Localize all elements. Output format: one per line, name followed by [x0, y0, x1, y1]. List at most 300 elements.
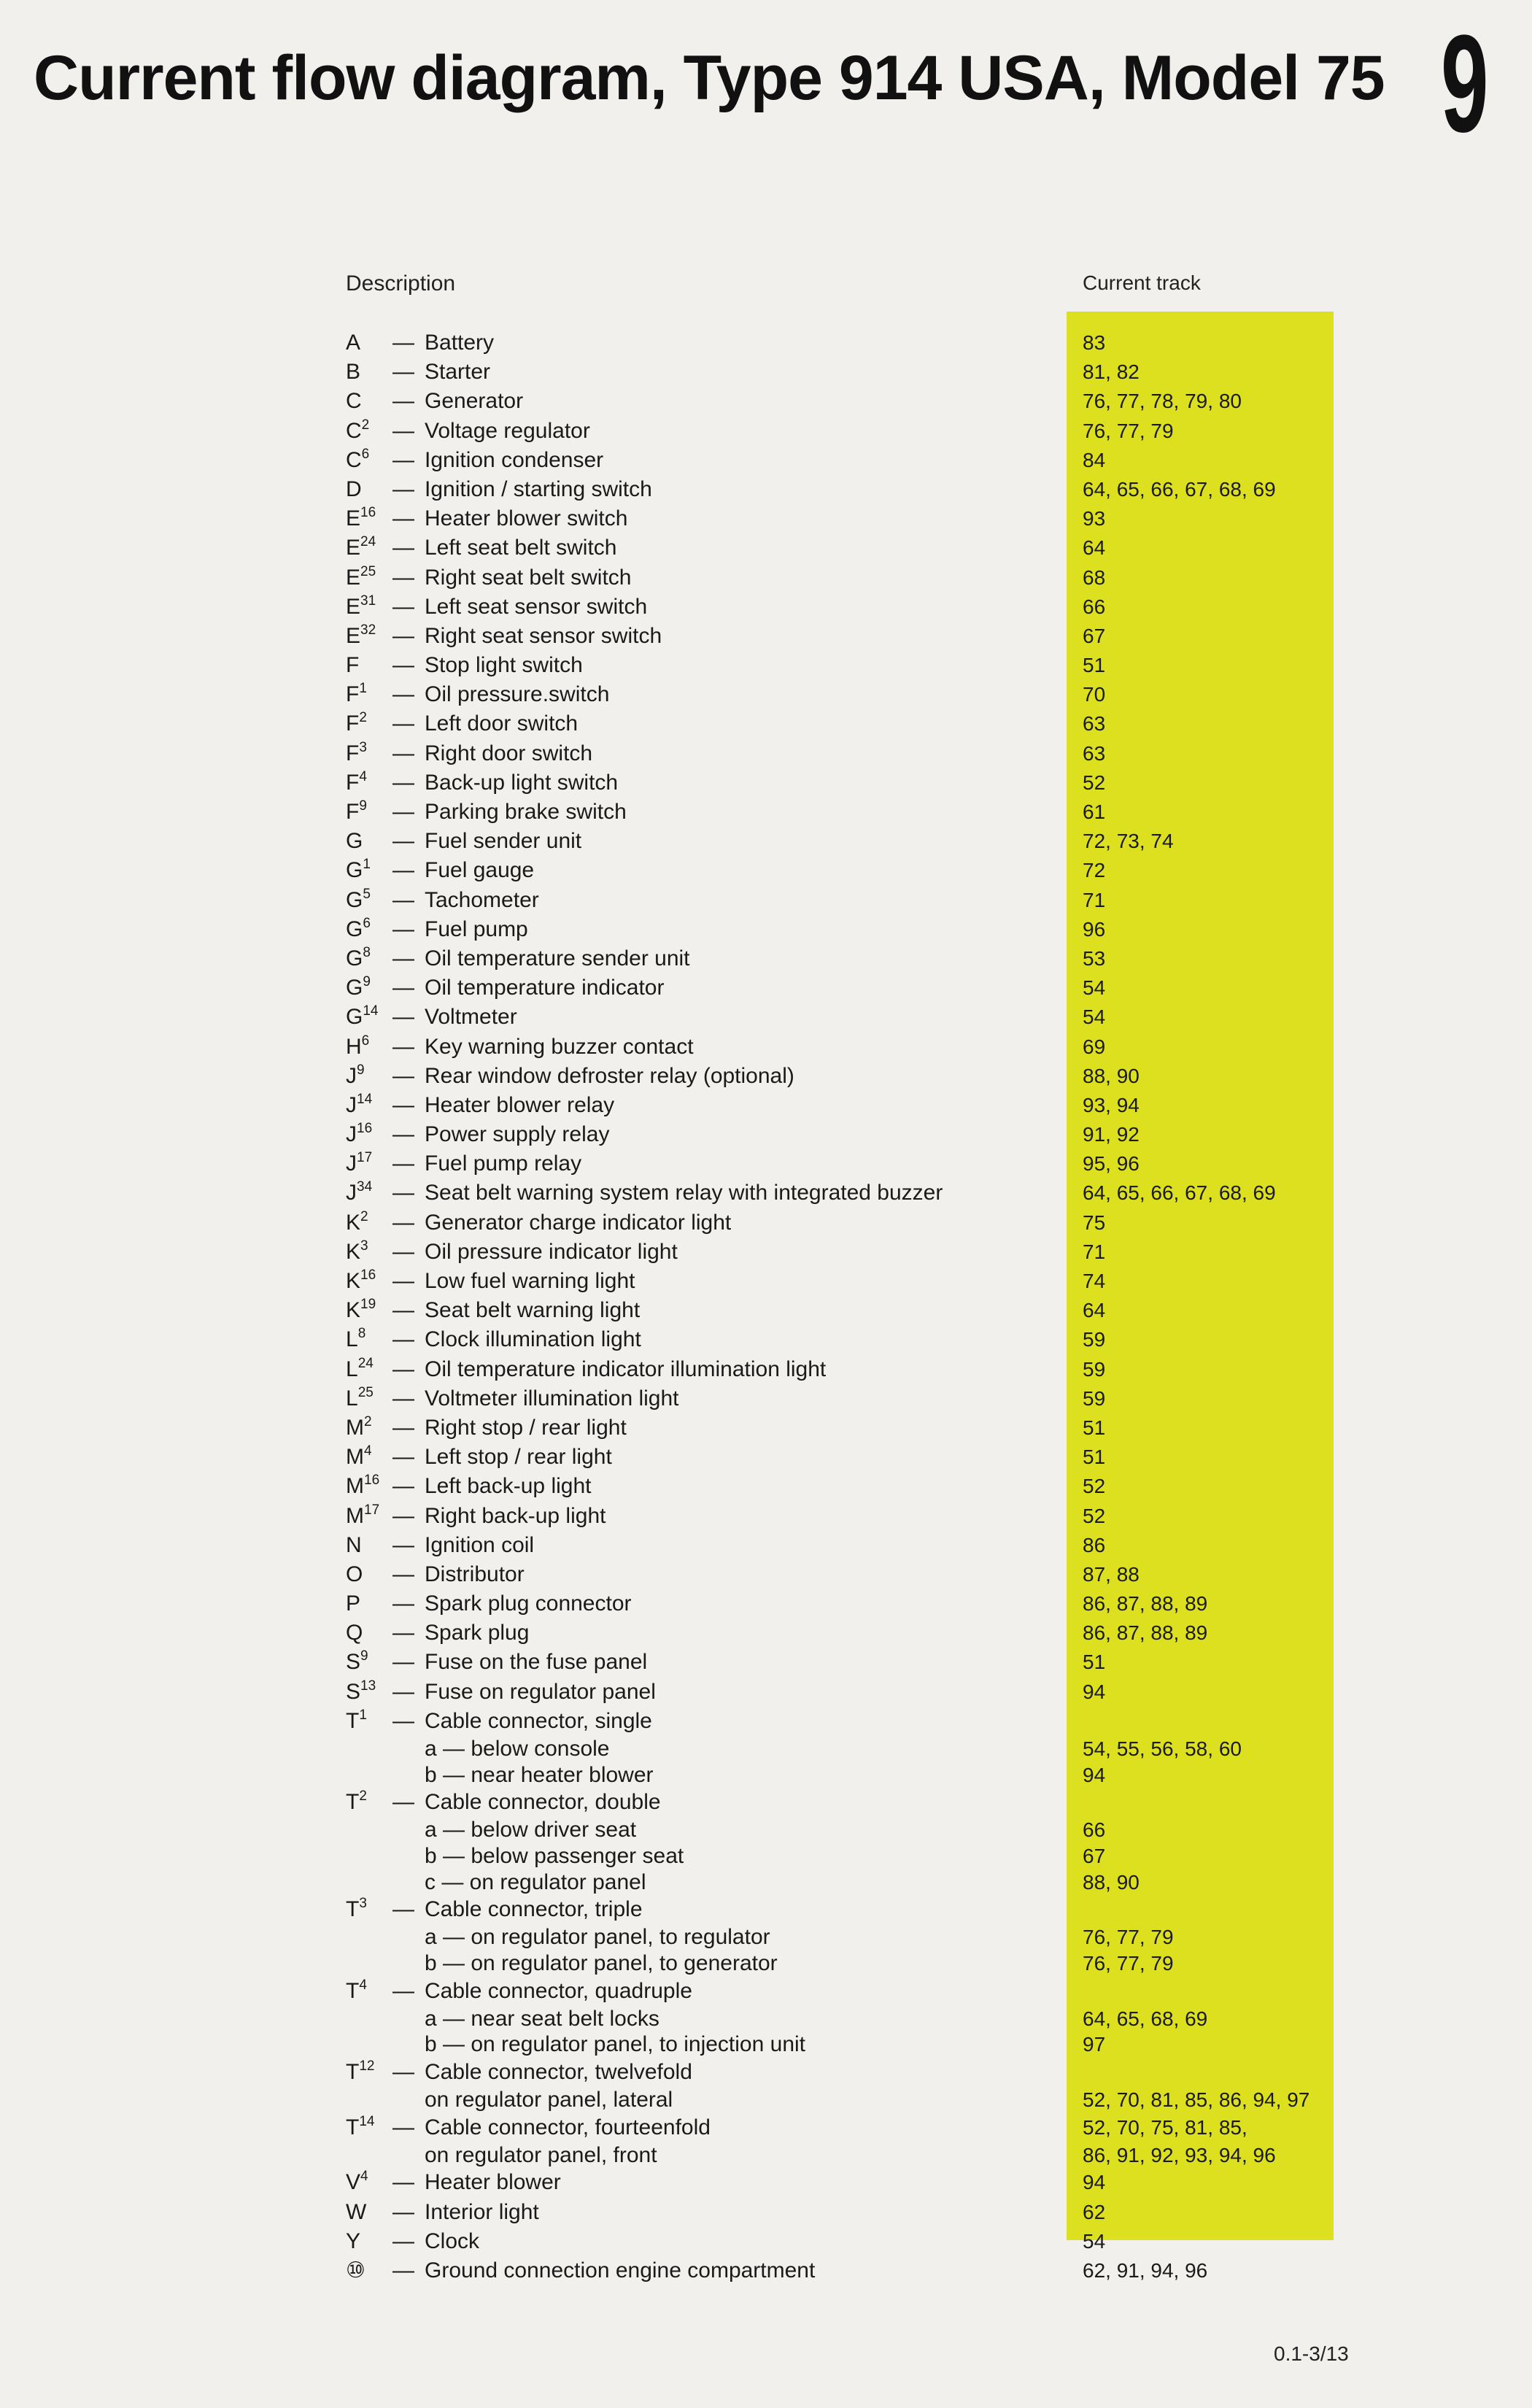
list-item	[0, 1413, 1532, 1443]
component-description: Left seat sensor switch	[425, 594, 648, 619]
list-item	[0, 709, 1532, 738]
component-description: Left back-up light	[425, 1474, 592, 1499]
separator-dash: —	[392, 829, 414, 854]
component-index: 19	[360, 1297, 376, 1313]
current-track-value: 67	[1083, 1844, 1106, 1867]
component-code	[346, 827, 363, 856]
list-item	[0, 1384, 1532, 1413]
page-reference: 0.1-3/13	[1274, 2342, 1349, 2365]
component-code	[346, 1502, 379, 1531]
list-item	[0, 1062, 1532, 1091]
separator-dash: —	[392, 682, 414, 707]
component-letter: L	[346, 1357, 358, 1381]
current-track-value: 96	[1083, 917, 1106, 941]
component-description: a — below console	[425, 1737, 610, 1761]
separator-dash: —	[392, 418, 414, 443]
component-code	[346, 1238, 368, 1267]
list-item	[0, 1678, 1532, 1707]
component-letter: W	[346, 2199, 367, 2224]
component-description: Oil temperature indicator	[425, 976, 665, 1000]
component-description: Heater blower	[425, 2170, 561, 2195]
component-letter: F	[346, 770, 360, 795]
list-sub-item	[0, 1924, 1532, 1950]
component-index: 17	[357, 1150, 373, 1166]
component-description: Heater blower relay	[425, 1092, 615, 1117]
component-description: Cable connector, fourteenfold	[425, 2115, 711, 2139]
component-description: Generator	[425, 389, 524, 414]
list-sub-item	[0, 1736, 1532, 1762]
list-item	[0, 2227, 1532, 2256]
component-code	[346, 1707, 367, 1736]
separator-dash: —	[392, 653, 414, 678]
current-track-value: 72	[1083, 859, 1106, 882]
list-item	[0, 1149, 1532, 1178]
component-description: Parking brake switch	[425, 800, 627, 824]
separator-dash: —	[392, 447, 414, 472]
separator-dash: —	[392, 1591, 414, 1616]
separator-dash: —	[392, 1897, 414, 1922]
component-letter: V	[346, 2170, 361, 2195]
component-index: 14	[357, 1091, 373, 1107]
separator-dash: —	[392, 1063, 414, 1088]
component-code	[346, 328, 360, 358]
component-description: Distributor	[425, 1562, 525, 1586]
current-track-value: 66	[1083, 1818, 1106, 1842]
current-track-value: 53	[1083, 946, 1106, 970]
component-letter: T	[346, 1790, 360, 1815]
component-description: Interior light	[425, 2199, 539, 2224]
component-code	[346, 1091, 372, 1120]
separator-dash: —	[392, 1092, 414, 1117]
component-code	[346, 1062, 365, 1091]
component-index: 1	[359, 681, 367, 697]
separator-dash: —	[392, 1415, 414, 1440]
component-index: 25	[360, 563, 376, 579]
component-index: 6	[361, 446, 370, 462]
current-track-value: 86, 91, 92, 93, 94, 96	[1083, 2143, 1276, 2166]
separator-dash: —	[392, 1503, 414, 1528]
component-index: 2	[359, 1788, 367, 1805]
list-item	[0, 1589, 1532, 1618]
component-code	[346, 1589, 360, 1618]
list-item	[0, 1977, 1532, 2006]
list-item	[0, 1618, 1532, 1648]
separator-dash: —	[392, 2115, 414, 2139]
component-description: Right door switch	[425, 741, 593, 765]
current-track-value: 86, 87, 88, 89	[1083, 1621, 1208, 1645]
list-item	[0, 1178, 1532, 1208]
component-letter: F	[346, 741, 360, 765]
separator-dash: —	[392, 594, 414, 619]
component-letter: G	[346, 976, 363, 1000]
current-track-value: 86, 87, 88, 89	[1083, 1592, 1208, 1616]
component-code	[346, 739, 367, 768]
separator-dash: —	[392, 506, 414, 531]
component-index: 6	[363, 915, 371, 931]
separator-dash: —	[392, 2199, 414, 2224]
component-index: 32	[360, 622, 376, 638]
current-track-value: 54	[1083, 1006, 1106, 1029]
component-letter: E	[346, 594, 361, 619]
component-code	[346, 886, 371, 915]
component-code	[346, 1208, 368, 1238]
separator-dash: —	[392, 1122, 414, 1147]
list-item	[0, 1120, 1532, 1149]
separator-dash: —	[392, 1445, 414, 1470]
current-track-value: 88, 90	[1083, 1064, 1140, 1087]
component-description: b — on regulator panel, to generator	[425, 1950, 778, 1975]
component-code	[346, 856, 371, 885]
component-description: a — on regulator panel, to regulator	[425, 1925, 770, 1950]
list-item	[0, 944, 1532, 973]
list-item	[0, 1788, 1532, 1817]
current-track-value: 75	[1083, 1211, 1106, 1234]
current-track-value: 70	[1083, 683, 1106, 706]
separator-dash: —	[392, 976, 414, 1000]
component-index: 14	[359, 2113, 375, 2129]
component-description: Generator charge indicator light	[425, 1210, 732, 1235]
component-description: Fuel pump relay	[425, 1151, 582, 1176]
separator-dash: —	[392, 331, 414, 355]
component-description: Clock illumination light	[425, 1327, 641, 1352]
component-index: 25	[357, 1384, 374, 1400]
current-track-value: 52	[1083, 1504, 1106, 1527]
component-description: Oil temperature indicator illumination light	[425, 1357, 827, 1381]
list-item	[0, 358, 1532, 387]
list-item	[0, 973, 1532, 1003]
list-item	[0, 651, 1532, 680]
separator-dash: —	[392, 1621, 414, 1645]
component-code	[346, 1413, 372, 1443]
component-description: b — near heater blower	[425, 1762, 654, 1787]
component-code	[346, 1296, 376, 1325]
list-item	[0, 2168, 1532, 2197]
component-letter: J	[346, 1063, 357, 1088]
list-sub-item	[0, 2006, 1532, 2032]
component-description: Ignition coil	[425, 1532, 535, 1557]
component-description: Seat belt warning light	[425, 1298, 641, 1323]
current-track-value: 51	[1083, 654, 1106, 677]
current-track-value: 64, 65, 66, 67, 68, 69	[1083, 477, 1276, 501]
component-description: b — on regulator panel, to injection unit	[425, 2032, 805, 2057]
component-code	[346, 1788, 367, 1817]
separator-dash: —	[392, 623, 414, 648]
component-code	[346, 475, 362, 504]
list-sub-item	[0, 2142, 1532, 2169]
component-index: 17	[364, 1502, 380, 1518]
component-index: 6	[361, 1033, 370, 1049]
component-description: Seat belt warning system relay with integrated buzzer	[425, 1181, 943, 1205]
list-item	[0, 1355, 1532, 1384]
list-item	[0, 328, 1532, 358]
current-track-value: 64, 65, 68, 69	[1083, 2007, 1208, 2030]
component-letter: G	[346, 829, 363, 854]
component-description: Stop light switch	[425, 653, 583, 678]
component-code	[346, 2198, 366, 2227]
component-code	[346, 1325, 365, 1354]
component-index: 16	[360, 1267, 376, 1283]
component-description: Ground connection engine compartment	[425, 2258, 816, 2283]
current-track-value: 54	[1083, 2229, 1106, 2253]
component-description: Low fuel warning light	[425, 1269, 635, 1293]
current-track-value: 66	[1083, 595, 1106, 618]
component-letter: H	[346, 1034, 362, 1059]
section-number: 9	[1441, 7, 1489, 161]
component-code	[346, 358, 360, 387]
component-letter: B	[346, 360, 361, 385]
current-track-value: 88, 90	[1083, 1870, 1140, 1894]
component-code	[346, 1895, 367, 1924]
current-track-value: 61	[1083, 800, 1106, 823]
component-index: 8	[363, 944, 371, 960]
current-track-value: 63	[1083, 741, 1106, 765]
separator-dash: —	[392, 536, 414, 560]
current-track-value: 59	[1083, 1357, 1106, 1381]
component-letter: P	[346, 1591, 361, 1616]
component-description: a — below driver seat	[425, 1818, 637, 1842]
current-track-value: 54	[1083, 976, 1106, 1000]
component-index: 13	[360, 1678, 376, 1694]
component-description: Spark plug	[425, 1621, 530, 1645]
component-letter: D	[346, 476, 362, 501]
component-code	[346, 1443, 372, 1472]
component-letter: T	[346, 2115, 360, 2139]
current-track-value: 87, 88	[1083, 1562, 1140, 1586]
component-description: Fuel gauge	[425, 858, 535, 883]
separator-dash: —	[392, 1005, 414, 1030]
list-sub-item	[0, 1817, 1532, 1843]
current-track-value: 67	[1083, 624, 1106, 647]
component-letter: G	[346, 916, 363, 941]
component-code	[346, 680, 367, 709]
component-letter: J	[346, 1122, 357, 1147]
current-track-value: 95, 96	[1083, 1152, 1140, 1176]
list-item	[0, 1443, 1532, 1472]
component-index: 3	[360, 1238, 368, 1254]
current-track-value: 64	[1083, 536, 1106, 560]
component-description: Cable connector, triple	[425, 1897, 643, 1922]
current-track-value: 94	[1083, 1763, 1106, 1786]
list-item	[0, 915, 1532, 944]
component-index: 16	[364, 1473, 380, 1489]
component-description: Right back-up light	[425, 1503, 606, 1528]
current-track-value: 52	[1083, 1475, 1106, 1498]
current-track-value: 72, 73, 74	[1083, 830, 1174, 853]
component-letter: N	[346, 1532, 362, 1557]
component-letter: S	[346, 1679, 361, 1704]
separator-dash: —	[392, 1532, 414, 1557]
current-track-value: 68	[1083, 566, 1106, 589]
separator-dash: —	[392, 1650, 414, 1675]
list-sub-item	[0, 1950, 1532, 1977]
separator-dash: —	[392, 1239, 414, 1264]
list-item	[0, 1238, 1532, 1267]
list-item	[0, 1531, 1532, 1560]
component-description: Left door switch	[425, 711, 579, 736]
component-code	[346, 1472, 379, 1501]
current-track-value: 71	[1083, 1240, 1106, 1263]
component-index: 9	[359, 798, 367, 814]
component-description: Cable connector, twelvefold	[425, 2059, 692, 2084]
component-description: Power supply relay	[425, 1122, 610, 1147]
component-letter: ⑩	[346, 2258, 365, 2283]
component-description: Left stop / rear light	[425, 1445, 612, 1470]
component-description: c — on regulator panel	[425, 1869, 646, 1894]
component-description: a — near seat belt locks	[425, 2006, 659, 2031]
list-item	[0, 798, 1532, 827]
current-track-value: 94	[1083, 2171, 1106, 2194]
description-column-header: Description	[346, 271, 456, 296]
list-item	[0, 417, 1532, 446]
separator-dash: —	[392, 741, 414, 765]
component-index: 14	[363, 1003, 379, 1019]
component-letter: G	[346, 858, 363, 883]
component-description: on regulator panel, lateral	[425, 2088, 673, 2112]
current-track-value: 97	[1083, 2033, 1106, 2056]
list-item	[0, 1325, 1532, 1354]
component-letter: M	[346, 1445, 364, 1470]
component-letter: L	[346, 1327, 358, 1352]
separator-dash: —	[392, 1298, 414, 1323]
component-list	[0, 328, 1532, 2285]
component-code	[346, 446, 369, 475]
component-description: Back-up light switch	[425, 770, 619, 795]
separator-dash: —	[392, 476, 414, 501]
component-code	[346, 915, 371, 944]
component-description: Right seat belt switch	[425, 565, 632, 590]
component-description: Voltmeter illumination light	[425, 1386, 679, 1411]
list-item	[0, 533, 1532, 563]
component-letter: E	[346, 506, 361, 531]
component-letter: K	[346, 1298, 361, 1323]
component-code	[346, 2113, 374, 2142]
component-description: Cable connector, single	[425, 1708, 652, 1733]
list-item	[0, 563, 1532, 593]
current-track-value: 59	[1083, 1328, 1106, 1351]
list-sub-item	[0, 1843, 1532, 1869]
component-index: 2	[361, 417, 370, 433]
list-item	[0, 387, 1532, 416]
component-letter: Q	[346, 1621, 363, 1645]
component-description: Oil pressure.switch	[425, 682, 610, 707]
list-item	[0, 1091, 1532, 1120]
separator-dash: —	[392, 1679, 414, 1704]
current-track-value: 76, 77, 78, 79, 80	[1083, 390, 1242, 413]
separator-dash: —	[392, 1357, 414, 1381]
separator-dash: —	[392, 1269, 414, 1293]
current-track-value: 62	[1083, 2200, 1106, 2223]
current-track-value: 74	[1083, 1270, 1106, 1292]
current-track-value: 59	[1083, 1386, 1106, 1410]
separator-dash: —	[392, 1474, 414, 1499]
component-letter: C	[346, 418, 362, 443]
component-letter: C	[346, 447, 362, 472]
component-description: Spark plug connector	[425, 1591, 632, 1616]
separator-dash: —	[392, 916, 414, 941]
list-item	[0, 1707, 1532, 1736]
component-index: 9	[357, 1062, 365, 1078]
component-index: 9	[363, 974, 371, 990]
component-code	[346, 1531, 362, 1560]
component-description: Right stop / rear light	[425, 1415, 627, 1440]
list-item	[0, 1296, 1532, 1325]
separator-dash: —	[392, 887, 414, 912]
list-item	[0, 504, 1532, 533]
separator-dash: —	[392, 1210, 414, 1235]
current-track-value: 62, 91, 94, 96	[1083, 2259, 1208, 2282]
separator-dash: —	[392, 770, 414, 795]
separator-dash: —	[392, 1978, 414, 2003]
separator-dash: —	[392, 946, 414, 970]
list-item	[0, 2256, 1532, 2285]
list-item	[0, 886, 1532, 915]
component-code	[346, 2227, 360, 2256]
component-code	[346, 651, 359, 680]
component-code	[346, 1648, 368, 1677]
component-letter: M	[346, 1415, 364, 1440]
component-description: Fuel pump	[425, 916, 528, 941]
current-track-value: 54, 55, 56, 58, 60	[1083, 1737, 1242, 1760]
component-code	[346, 1618, 363, 1648]
component-description: Voltage regulator	[425, 418, 590, 443]
component-letter: O	[346, 1562, 363, 1586]
current-track-value: 69	[1083, 1035, 1106, 1058]
separator-dash: —	[392, 800, 414, 824]
list-item	[0, 856, 1532, 885]
separator-dash: —	[392, 2258, 414, 2283]
component-description: Cable connector, quadruple	[425, 1978, 692, 2003]
component-description: Key warning buzzer contact	[425, 1034, 694, 1059]
list-sub-item	[0, 2031, 1532, 2058]
component-code	[346, 2058, 374, 2087]
separator-dash: —	[392, 2170, 414, 2195]
component-index: 1	[359, 1707, 367, 1723]
component-letter: G	[346, 946, 363, 970]
component-letter: K	[346, 1269, 361, 1293]
component-code	[346, 563, 376, 593]
component-code	[346, 1560, 363, 1589]
component-code	[346, 1355, 374, 1384]
current-track-value: 51	[1083, 1446, 1106, 1469]
component-description: Fuel sender unit	[425, 829, 582, 854]
current-track-value: 94	[1083, 1680, 1106, 1703]
component-letter: Y	[346, 2228, 361, 2253]
component-description: Clock	[425, 2228, 480, 2253]
component-code	[346, 709, 367, 738]
list-item	[0, 475, 1532, 504]
current-track-value: 64	[1083, 1299, 1106, 1322]
component-index: 24	[360, 534, 376, 550]
component-description: Ignition / starting switch	[425, 476, 652, 501]
component-letter: K	[346, 1210, 361, 1235]
separator-dash: —	[392, 858, 414, 883]
component-description: Rear window defroster relay (optional)	[425, 1063, 794, 1088]
list-item	[0, 2113, 1532, 2142]
component-letter: J	[346, 1151, 357, 1176]
list-item	[0, 2198, 1532, 2227]
component-code	[346, 944, 371, 973]
current-track-value: 76, 77, 79	[1083, 419, 1174, 442]
component-index: 4	[364, 1443, 372, 1459]
list-item	[0, 1208, 1532, 1238]
separator-dash: —	[392, 2059, 414, 2084]
page-title: Current flow diagram, Type 914 USA, Model 75	[34, 43, 1385, 113]
component-index: 3	[359, 1896, 367, 1912]
component-letter: F	[346, 800, 360, 824]
component-letter: M	[346, 1503, 364, 1528]
current-track-value: 52, 70, 75, 81, 85,	[1083, 2115, 1247, 2139]
component-letter: G	[346, 887, 363, 912]
